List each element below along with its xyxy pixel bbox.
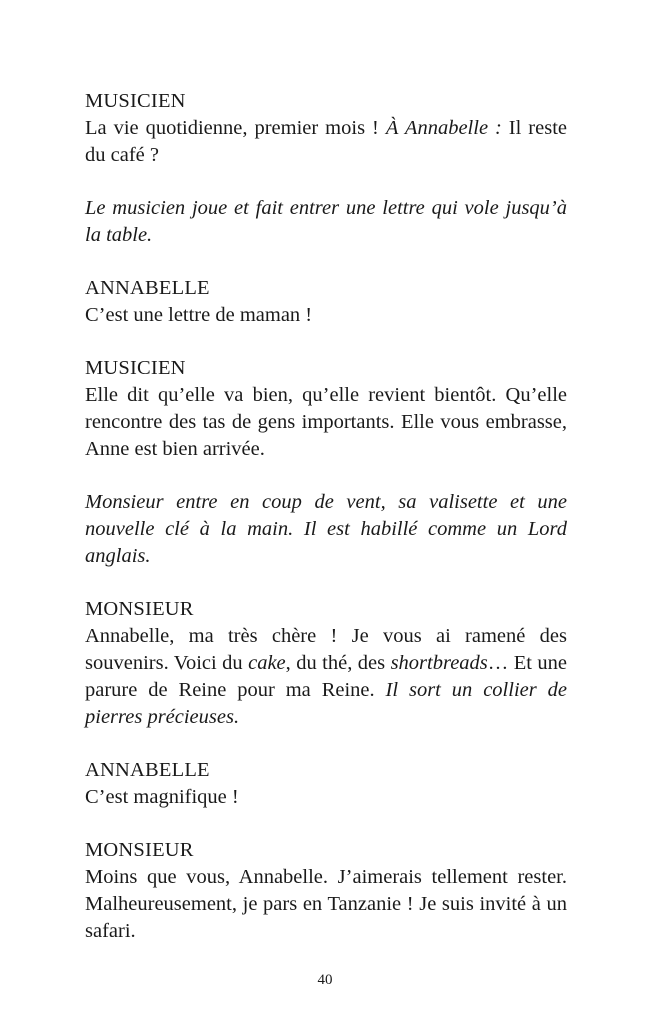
text-run: Moins que vous, Annabelle. J’aimerais tellement rester. Malheureusement, je pars en Tanzanie ! Je suis invité à un safari. xyxy=(85,866,567,942)
page-number: 40 xyxy=(317,972,333,988)
speaker-name: ANNABELLE xyxy=(85,759,210,781)
speaker-name: MONSIEUR xyxy=(85,839,194,861)
stage-direction-text xyxy=(85,489,567,570)
speaker-name: MUSICIEN xyxy=(85,357,186,379)
text-run: … Et une parure de Reine pour ma Reine. xyxy=(85,652,568,701)
speaker-name: ANNABELLE xyxy=(85,277,210,299)
dialogue-text xyxy=(85,784,567,811)
italic-run: cake xyxy=(248,652,286,674)
text-run: C’est magnifique ! xyxy=(85,786,239,808)
speech-block xyxy=(85,757,567,811)
dialogue-text xyxy=(85,115,567,169)
text-run: , du thé, des xyxy=(285,652,391,674)
italic-run: À Annabelle : xyxy=(385,117,502,139)
text-run: Annabelle, ma très chère ! Je vous ai ramené des souvenirs. Voici du xyxy=(85,625,567,674)
text-run: Il reste du café ? xyxy=(85,117,567,166)
speech-block xyxy=(85,275,567,329)
stage-direction-text xyxy=(85,195,567,249)
stage-direction-block xyxy=(85,195,567,249)
text-run: Elle dit qu’elle va bien, qu’elle revient bientôt. Qu’elle rencontre des tas de gens importants. Elle vous embrasse, Anne est bien arrivée. xyxy=(85,384,567,460)
dialogue-text xyxy=(85,864,567,945)
dialogue-text xyxy=(85,302,567,329)
dialogue-text xyxy=(85,623,567,731)
dialogue-text xyxy=(85,382,567,463)
text-run: La vie quotidienne, premier mois ! xyxy=(85,117,386,139)
speaker-name: MUSICIEN xyxy=(85,90,186,112)
speech-block xyxy=(85,355,567,463)
speech-block xyxy=(85,596,567,731)
speaker-name: MONSIEUR xyxy=(85,598,194,620)
speech-block xyxy=(85,837,567,945)
text-run: C’est une lettre de maman ! xyxy=(85,304,313,326)
italic-run: Monsieur entre en coup de vent, sa valisette et une nouvelle clé à la main. Il est habillé comme un Lord anglais. xyxy=(85,491,567,567)
play-script-page xyxy=(85,88,567,971)
italic-run: shortbreads xyxy=(390,652,488,674)
speech-block xyxy=(85,88,567,169)
italic-run: Il sort un collier de pierres précieuses. xyxy=(85,679,567,728)
italic-run: Le musicien joue et fait entrer une lettre qui vole jusqu’à la table. xyxy=(85,197,567,246)
stage-direction-block xyxy=(85,489,567,570)
